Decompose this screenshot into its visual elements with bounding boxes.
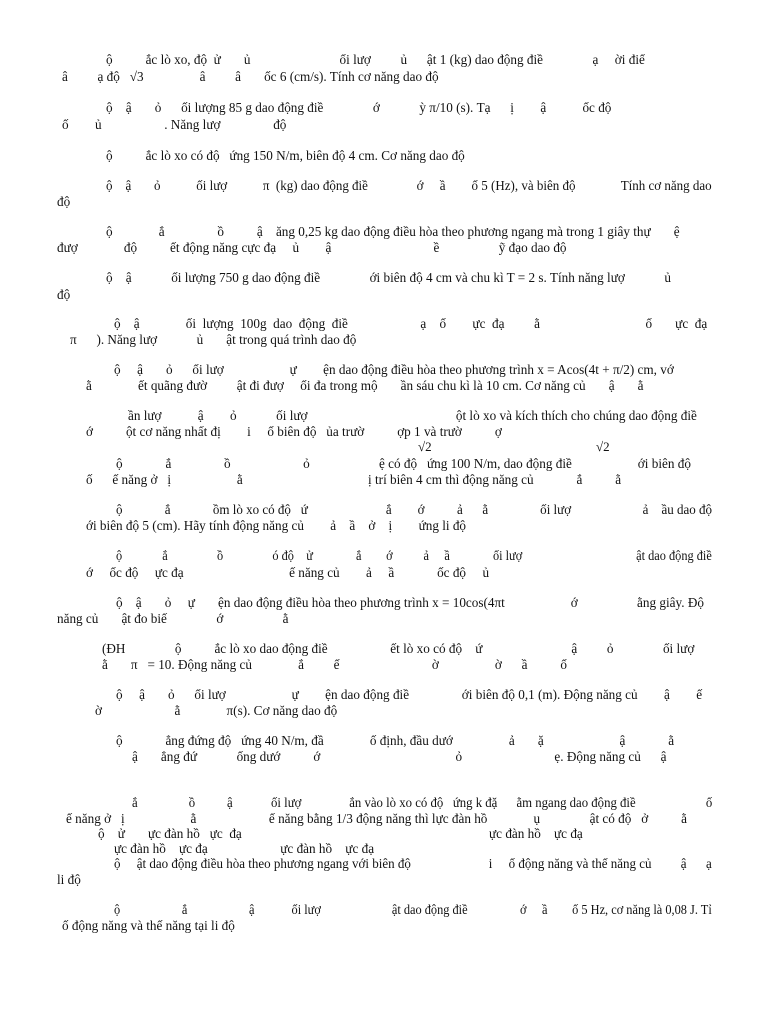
question-16-line-1: ộ ẳng đứng độ ứng 40 N/m, đầ ố định, đầu dướ ả ặ ậ ằ (116, 733, 675, 748)
question-19-line-1: ộ ắ ậ ối lượ ật dao động điề ớ ầ ố 5 Hz, cơ năng là 0,08 J. Tỉ (114, 902, 712, 917)
question-17-line-3: ộ ử ực đàn hồ ực đạ ực đàn hồ ực đạ (98, 826, 583, 841)
question-7-line-2: π ). Năng lượ ủ ật trong quá trình dao độ (70, 332, 357, 347)
question-1-line-2: â ạ độ √3 â â ốc 6 (cm/s). Tính cơ năng dao độ (62, 69, 439, 84)
question-11-line-2: ới biên độ 5 (cm). Hãy tính động năng củ ả ầ ở ị ứng li độ (86, 518, 467, 533)
question-12-line-1: ộ ắ ồ ó độ ử ắ ớ ả ầ ối lượ ật dao động điề (116, 548, 712, 563)
question-17-line-4: ực đàn hồ ực đạ ực đàn hồ ực đạ (114, 841, 375, 856)
question-18-line-2: li độ (57, 872, 81, 887)
question-10-line-2: ố ế năng ở ị ằ ị trí biên 4 cm thì động năng củ ắ ằ (86, 472, 622, 487)
question-15-line-1: ộ ậ ỏ ối lượ ự ện dao động điề ới biên độ 0,1 (m). Động năng củ ậ ế (116, 687, 703, 702)
question-14-line-2: ằ π = 10. Động năng củ ắ ế ờ ờ ầ ố (102, 657, 568, 672)
question-14-line-1: (ĐH ộ ắc lò xo dao động điề ết lò xo có độ ứ ậ ỏ ối lượ (102, 641, 695, 656)
question-9-line-2: ớ ột cơ năng nhất đị i ố biên độ ủa trườ ợp 1 và trườ ợ (86, 424, 502, 439)
question-16-line-2: ậ ẳng đứ ống dướ ớ ỏ ẹ. Động năng củ ậ (132, 749, 667, 764)
question-4-line-1: ộ ậ ỏ ối lượ π (kg) dao động điề ớ ầ ố 5 (Hz), và biên độ Tính cơ năng dao (106, 178, 712, 193)
question-5-line-1: ộ ắ ồ ậ ăng 0,25 kg dao động điều hòa theo phương ngang mà trong 1 giây thự ệ (106, 224, 680, 239)
question-8-line-2: ằ ết quãng đườ ật đi đượ ối đa trong mộ ần sáu chu kì là 10 cm. Cơ năng củ ậ ằ (86, 378, 644, 393)
sqrt-2-overlay-a: √2 (418, 439, 432, 454)
question-9-line-1: ần lượ ậ ỏ ối lượ ột lò xo và kích thích cho chúng dao động điề (128, 408, 697, 423)
question-10-line-1: ộ ắ ồ ỏ ệ có độ ứng 100 N/m, dao động điề ới biên độ (116, 456, 691, 471)
question-3-line-1: ộ ắc lò xo có độ ứng 150 N/m, biên độ 4 cm. Cơ năng dao độ (106, 148, 465, 163)
question-19-line-2: ố động năng và thế năng tại li độ (62, 918, 235, 933)
question-5-line-2: đượ độ ết động năng cực đạ ủ ậ ề ỹ đạo dao độ (57, 240, 567, 255)
question-8-line-1: ộ ậ ỏ ối lượ ự ện dao động điều hòa theo phương trình x = Acos(4t + π/2) cm, vớ (114, 362, 674, 377)
question-1-line-1: ộ ắc lò xo, độ ử ủ ối lượ ủ ật 1 (kg) dao động điề ạ ời điể (106, 52, 645, 67)
question-13-line-1: ộ ậ ỏ ự ện dao động điều hòa theo phương trình x = 10cos(4πt ớ ằng giây. Độ (116, 595, 704, 610)
question-6-line-1: ộ ậ ối lượng 750 g dao động điề ới biên độ 4 cm và chu kì T = 2 s. Tính năng lượ ủ (106, 270, 671, 285)
question-18-line-1: ộ ật dao động điều hòa theo phương ngang với biên độ i ố động năng và thế năng củ ậ ạ (114, 856, 712, 871)
question-12-line-2: ớ ốc độ ực đạ ế năng củ ả ầ ốc độ ủ (86, 565, 490, 580)
sqrt-2-overlay-b: √2 (596, 439, 610, 454)
question-2-line-1: ộ ậ ỏ ối lượng 85 g dao động điề ớ ỳ π/10 (s). Tạ ị ậ ốc độ (106, 100, 612, 115)
question-17-line-2: ế năng ở ị ằ ế năng bằng 1/3 động năng thì lực đàn hồ ụ ật có độ ở ằ (66, 811, 688, 826)
question-15-line-2: ờ ằ π(s). Cơ năng dao độ (95, 703, 338, 718)
question-7-line-1: ộ ậ ối lượng 100g dao động điề ạ ố ực đạ ằ ố ực đạ (114, 316, 708, 331)
question-4-line-2: độ (57, 194, 71, 209)
question-11-line-1: ộ ắ ồm lò xo có độ ứ ắ ớ ả ằ ối lượ ả ầu dao độ (116, 502, 713, 517)
question-2-line-2: ố ủ . Năng lượ độ (62, 117, 287, 132)
question-13-line-2: năng củ ật đo biế ớ ằ (57, 611, 289, 626)
question-17-line-1: ắ ồ ậ ối lượ ắn vào lò xo có độ ứng k đặ ằm ngang dao động điề ố (132, 795, 713, 810)
question-6-line-2: độ (57, 287, 71, 302)
